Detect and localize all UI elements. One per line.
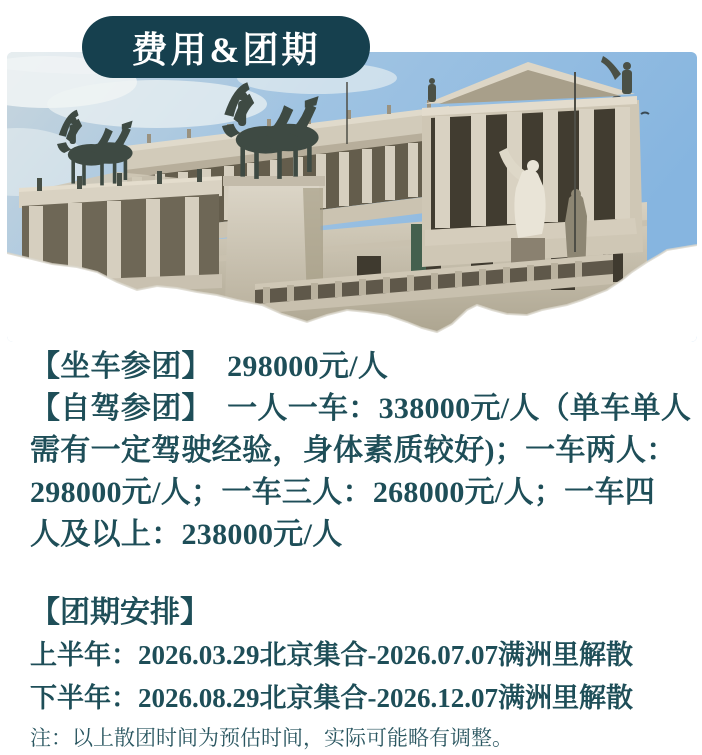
schedule-line-second-half: 下半年：2026.08.29北京集合-2026.12.07满洲里解散 (30, 683, 633, 713)
schedule-section (30, 592, 692, 753)
schedule-line-first-half: 上半年：2026.03.29北京集合-2026.07.07满洲里解散 (30, 640, 633, 670)
schedule-title: 【团期安排】 (30, 596, 210, 629)
pricing-section (30, 346, 692, 556)
flyer-text (30, 346, 692, 753)
pricing-line-bus: 【坐车参团】 298000元/人 (30, 350, 389, 383)
rome-monument-photo (7, 52, 697, 342)
header-badge-label: 费用&团期 (131, 29, 321, 70)
header-badge (82, 16, 370, 78)
pricing-line-continued-2: 298000元/人；一车三人：268000元/人；一车四 (30, 476, 656, 509)
schedule-note: 注：以上散团时间为预估时间，实际可能略有调整。 (30, 726, 513, 750)
pricing-line-continued-3: 人及以上：238000元/人 (30, 518, 343, 551)
pricing-line-continued-1: 需有一定驾驶经验，身体素质较好)；一车两人： (30, 434, 677, 467)
pricing-line-selfdrive: 【自驾参团】 一人一车：338000元/人（单车单人 (30, 392, 692, 425)
